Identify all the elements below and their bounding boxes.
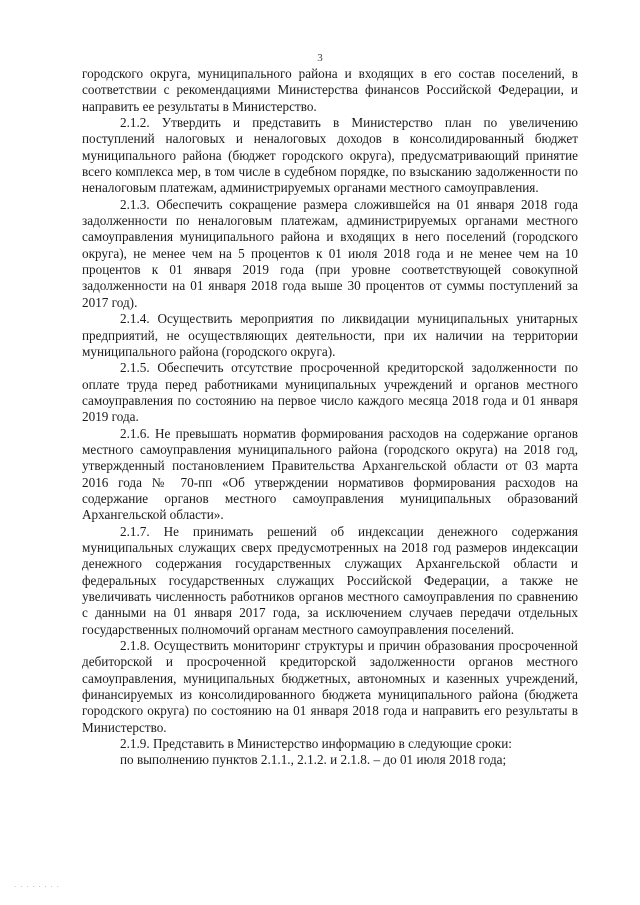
paragraph-continuation: городского округа, муниципального района и входящих в его состав поселений, в соответствии с рекомендациями Министерства финансов Российской Федерации, и направить ее результаты в Министерство.: [82, 66, 578, 114]
page-number: 3: [317, 52, 323, 64]
paragraph-2-1-3: 2.1.3. Обеспечить сокращение размера сложившейся на 01 января 2018 года задолженности по неналоговым платежам, администрируемых органами местного самоуправления муниципального района и входящих в него поселений (городского округа), не менее чем на 5 процентов к 01 июля 2018 года и не менее чем на 10 процентов к 01 января 2019 года (при уровне соответствующей совокупной задолженности на 01 января 2018 года выше 30 процентов от суммы поступлений за 2017 год).: [82, 196, 578, 310]
paragraph-2-1-7: 2.1.7. Не принимать решений об индексации денежного содержания муниципальных служащих сверх предусмотренных на 2018 год размеров индексации денежного содержания государственных служащих Архангельской области и федеральных государственных служащих Российской Федерации, а также не увеличивать численность работников органов местного самоуправления по сравнению с данными на 01 января 2017 года, за исключением случаев передачи отдельных государственных полномочий органам местного самоуправления поселений.: [82, 523, 578, 637]
paragraph-2-1-9: 2.1.9. Представить в Министерство информацию в следующие сроки:: [120, 736, 512, 752]
document-body: [82, 66, 578, 769]
paragraph-2-1-4: 2.1.4. Осуществить мероприятия по ликвидации муниципальных унитарных предприятий, не осуществляющих деятельности, при их наличии на территории муниципального района (городского округа).: [82, 311, 578, 359]
paragraph-2-1-2: 2.1.2. Утвердить и представить в Министерство план по увеличению поступлений налоговых и неналоговых доходов в консолидированный бюджет муниципального района (бюджет городского округа), предусматривающий принятие всего комплекса мер, в том числе в судебном порядке, по взысканию задолженности по неналоговым платежам, администрируемых органами местного самоуправления.: [82, 115, 578, 196]
paragraph-2-1-6: 2.1.6. Не превышать норматив формирования расходов на содержание органов местного самоуправления муниципального района (городского округа) на 2018 год, утвержденный постановлением Правительства Архангельской области от 03 марта 2016 года № 70-пп «Об утверждении нормативов формирования расходов на содержание органов местного самоуправления муниципальных образований Архангельской области».: [82, 425, 578, 523]
paragraph-2-1-5: 2.1.5. Обеспечить отсутствие просроченной кредиторской задолженности по оплате труда перед работниками муниципальных учреждений и органов местного самоуправления по состоянию на первое число каждого месяца 2018 года и 01 января 2019 года.: [82, 360, 578, 425]
scan-footer-mark: · · · · · · · ·: [14, 883, 60, 891]
paragraph-2-1-8: 2.1.8. Осуществить мониторинг структуры и причин образования просроченной дебиторской и просроченной кредиторской задолженности органов местного самоуправления, муниципальных бюджетных, автономных и казенных учреждений, финансируемых из консолидированного бюджета муниципального района (бюджета городского округа) по состоянию на 01 января 2018 года и направить его результаты в Министерство.: [82, 638, 578, 735]
paragraph-deadline-item: по выполнению пунктов 2.1.1., 2.1.2. и 2.1.8. – до 01 июля 2018 года;: [120, 752, 507, 768]
